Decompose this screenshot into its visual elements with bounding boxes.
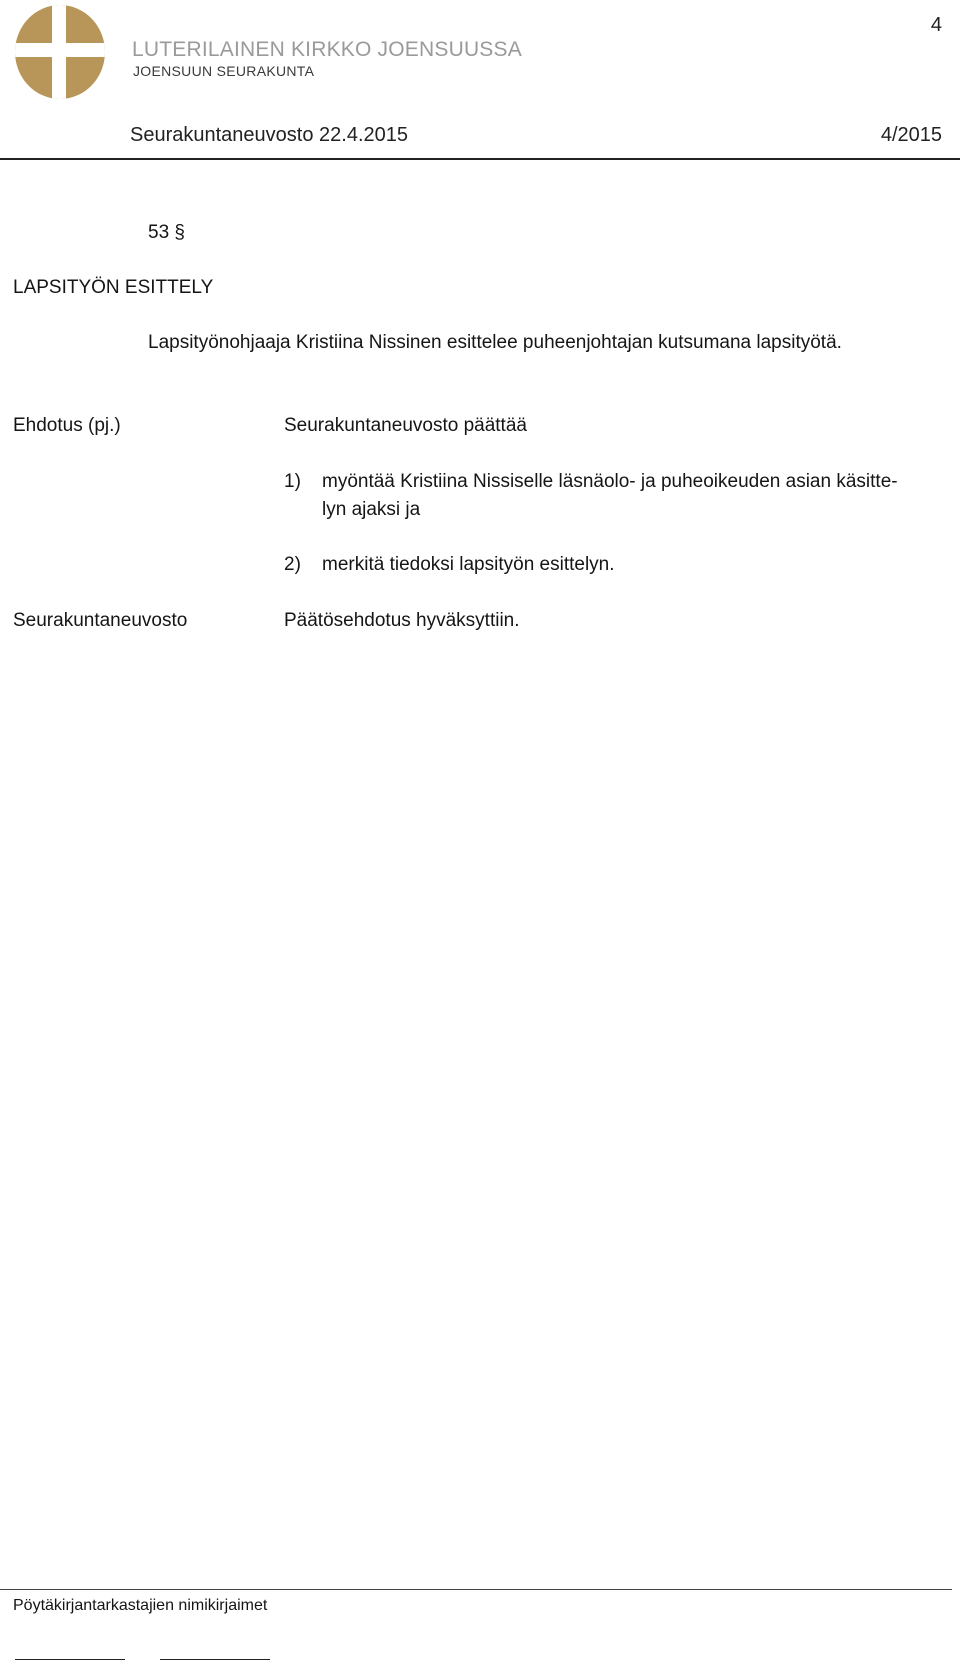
section-title: LAPSITYÖN ESITTELY (13, 277, 214, 298)
section-number: 53 § (148, 222, 185, 243)
proposal-item-text: merkitä tiedoksi lapsityön esittelyn. (322, 554, 615, 575)
footer-initials-label: Pöytäkirjantarkastajien nimikirjaimet (13, 1597, 268, 1614)
proposal-label: Ehdotus (pj.) (13, 415, 121, 436)
issue-number: 4/2015 (880, 124, 942, 146)
proposal-item-number: 2) (284, 554, 301, 575)
proposal-item-number: 1) (284, 471, 301, 492)
footer-divider (0, 1589, 952, 1590)
organization-name: LUTERILAINEN KIRKKO JOENSUUSSA (132, 38, 522, 61)
signature-line (15, 1659, 125, 1660)
section-intro: Lapsityönohjaaja Kristiina Nissinen esittelee puheenjohtajan kutsumana lapsityötä. (148, 332, 842, 353)
header-divider (0, 158, 960, 160)
proposal-lead: Seurakuntaneuvosto päättää (284, 415, 527, 436)
proposal-item-text-continued: lyn ajaksi ja (322, 499, 421, 520)
decision-text: Päätösehdotus hyväksyttiin. (284, 610, 520, 631)
decision-label: Seurakuntaneuvosto (13, 610, 188, 631)
proposal-item-text: myöntää Kristiina Nissiselle läsnäolo- ja puheoikeuden asian käsitte- (322, 471, 898, 492)
cross-circle-logo-icon (14, 4, 106, 100)
page-number: 4 (930, 14, 942, 36)
organization-subtitle: JOENSUUN SEURAKUNTA (133, 63, 315, 79)
meeting-title: Seurakuntaneuvosto 22.4.2015 (130, 124, 408, 146)
signature-line (160, 1659, 270, 1660)
church-logo (14, 4, 106, 100)
